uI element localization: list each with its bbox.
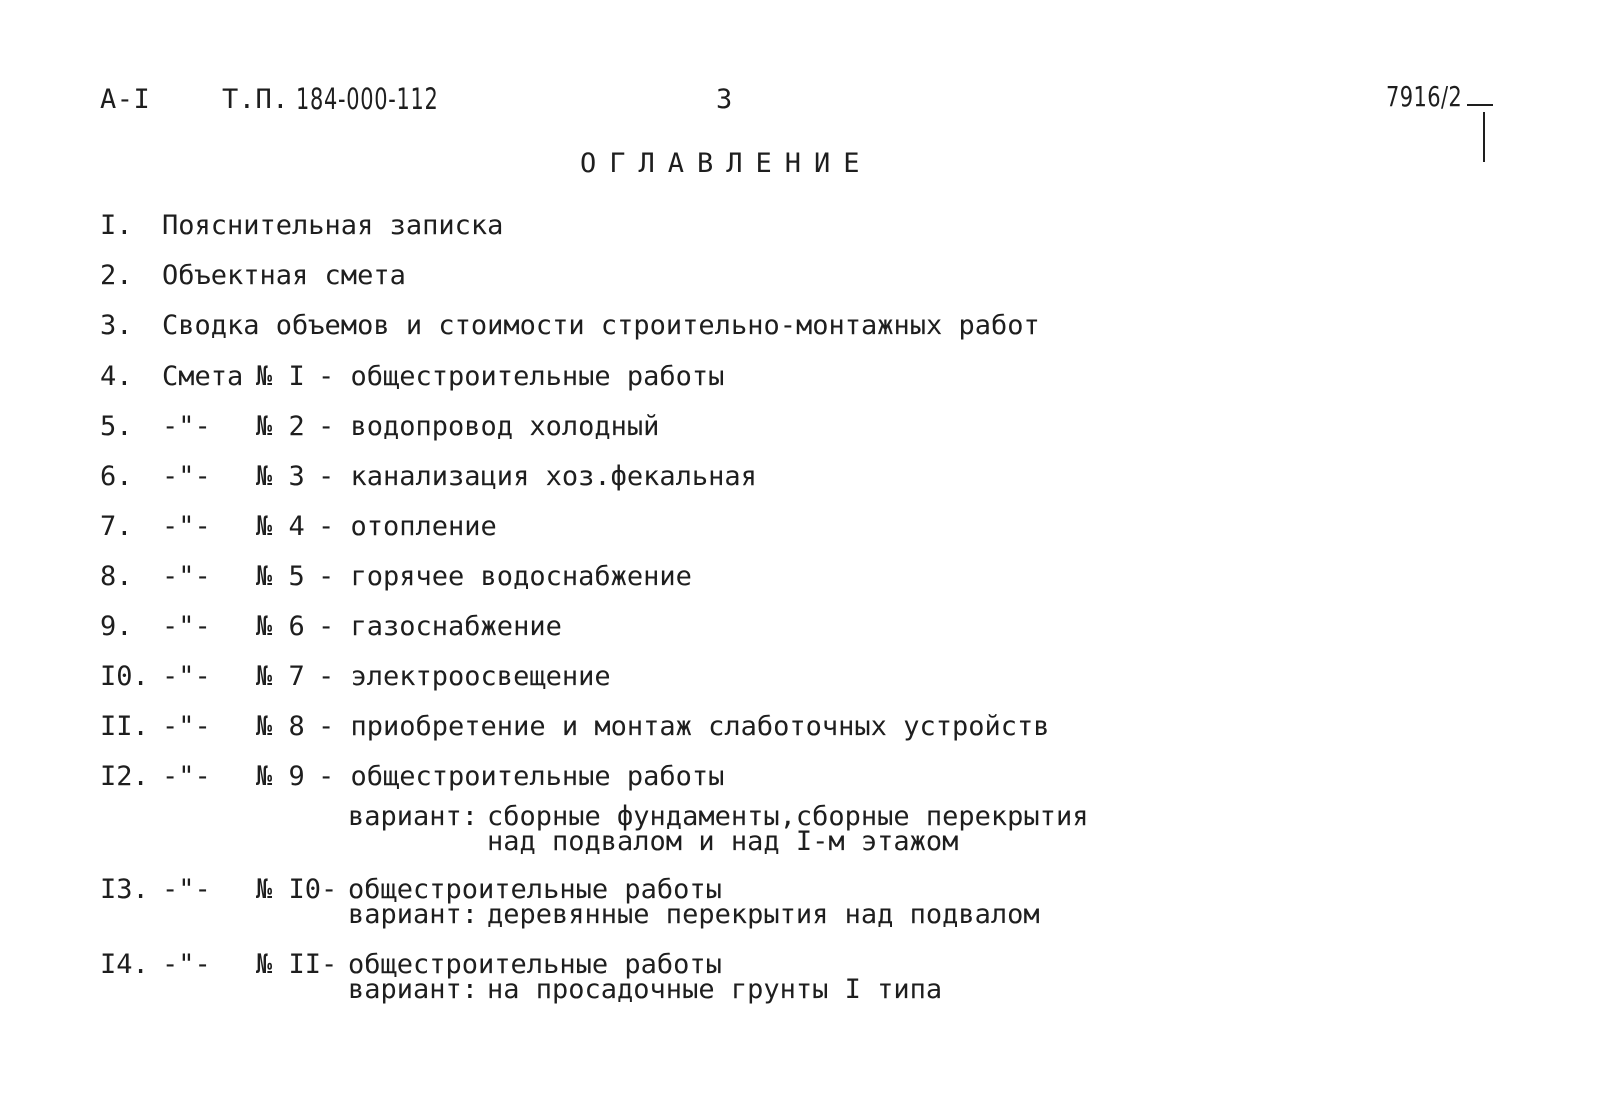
- toc-item-description: - общестроительные работы: [318, 761, 725, 792]
- toc-item-text: Объектная смета: [162, 260, 406, 291]
- toc-item-estimate-no: № 4: [256, 511, 305, 542]
- handwritten-underline: [1467, 104, 1493, 106]
- toc-item-prefix: -"-: [162, 561, 211, 592]
- toc-item-prefix: -"-: [162, 711, 211, 742]
- toc-item-estimate-no: № 6: [256, 611, 305, 642]
- variant-text: над подвалом и над I-м этажом: [487, 826, 959, 857]
- toc-item-number: 6.: [100, 461, 133, 492]
- variant-label: вариант:: [348, 899, 479, 930]
- page-title: ОГЛАВЛЕНИЕ: [580, 148, 873, 179]
- toc-item-number: 2.: [100, 260, 133, 291]
- tp-number: 184-000-112: [296, 82, 439, 116]
- toc-item-prefix: -"-: [162, 411, 211, 442]
- handwritten-tick: [1483, 112, 1485, 162]
- toc-item-description: - общестроительные работы: [318, 361, 725, 392]
- toc-item-estimate-no: № 8: [256, 711, 305, 742]
- toc-item-prefix: -"-: [162, 611, 211, 642]
- toc-item-number: I3.: [100, 874, 149, 905]
- toc-item-number: 4.: [100, 361, 133, 392]
- toc-item-prefix: -"-: [162, 761, 211, 792]
- toc-item-description: - газоснабжение: [318, 611, 562, 642]
- toc-item-number: I2.: [100, 761, 149, 792]
- toc-item-number: I.: [100, 210, 133, 241]
- album-number: 7916/2: [1386, 80, 1463, 113]
- toc-item-number: I4.: [100, 949, 149, 980]
- toc-item-description: - канализация хоз.фекальная: [318, 461, 757, 492]
- toc-item-estimate-no: № 2: [256, 411, 305, 442]
- toc-item-description: - водопровод холодный: [318, 411, 660, 442]
- toc-item-estimate-no: № II-: [256, 949, 338, 980]
- toc-item-number: 5.: [100, 411, 133, 442]
- toc-item-description: общестроительные работы: [348, 949, 722, 980]
- toc-item-number: 3.: [100, 310, 133, 341]
- variant-label: вариант:: [348, 801, 479, 832]
- toc-item-description: - электроосвещение: [318, 661, 611, 692]
- toc-item-number: I0.: [100, 661, 149, 692]
- toc-item-estimate-no: № I0-: [256, 874, 338, 905]
- toc-item-description: - приобретение и монтаж слаботочных устройств: [318, 711, 1050, 742]
- variant-text: сборные фундаменты,сборные перекрытия: [487, 801, 1089, 832]
- toc-item-estimate-no: № I: [256, 361, 305, 392]
- toc-item-number: 9.: [100, 611, 133, 642]
- toc-item-description: - горячее водоснабжение: [318, 561, 692, 592]
- variant-text: деревянные перекрытия над подвалом: [487, 899, 1040, 930]
- toc-item-estimate-no: № 7: [256, 661, 305, 692]
- sheet-code: А-I: [100, 84, 151, 115]
- toc-item-prefix: -"-: [162, 949, 211, 980]
- toc-item-prefix: -"-: [162, 661, 211, 692]
- toc-item-prefix: -"-: [162, 874, 211, 905]
- tp-label: Т.П.: [222, 84, 290, 115]
- toc-item-text: Сводка объемов и стоимости строительно-монтажных работ: [162, 310, 1040, 341]
- toc-item-description: общестроительные работы: [348, 874, 722, 905]
- toc-item-estimate-no: № 9: [256, 761, 305, 792]
- toc-item-prefix: Смета: [162, 361, 244, 392]
- variant-label: вариант:: [348, 974, 479, 1005]
- toc-item-prefix: -"-: [162, 511, 211, 542]
- toc-item-number: II.: [100, 711, 149, 742]
- page-number: 3: [716, 84, 733, 115]
- toc-item-estimate-no: № 5: [256, 561, 305, 592]
- toc-item-prefix: -"-: [162, 461, 211, 492]
- toc-item-description: - отопление: [318, 511, 497, 542]
- toc-item-number: 7.: [100, 511, 133, 542]
- toc-item-number: 8.: [100, 561, 133, 592]
- toc-item-estimate-no: № 3: [256, 461, 305, 492]
- toc-item-text: Пояснительная записка: [162, 210, 504, 241]
- variant-text: на просадочные грунты I типа: [487, 974, 943, 1005]
